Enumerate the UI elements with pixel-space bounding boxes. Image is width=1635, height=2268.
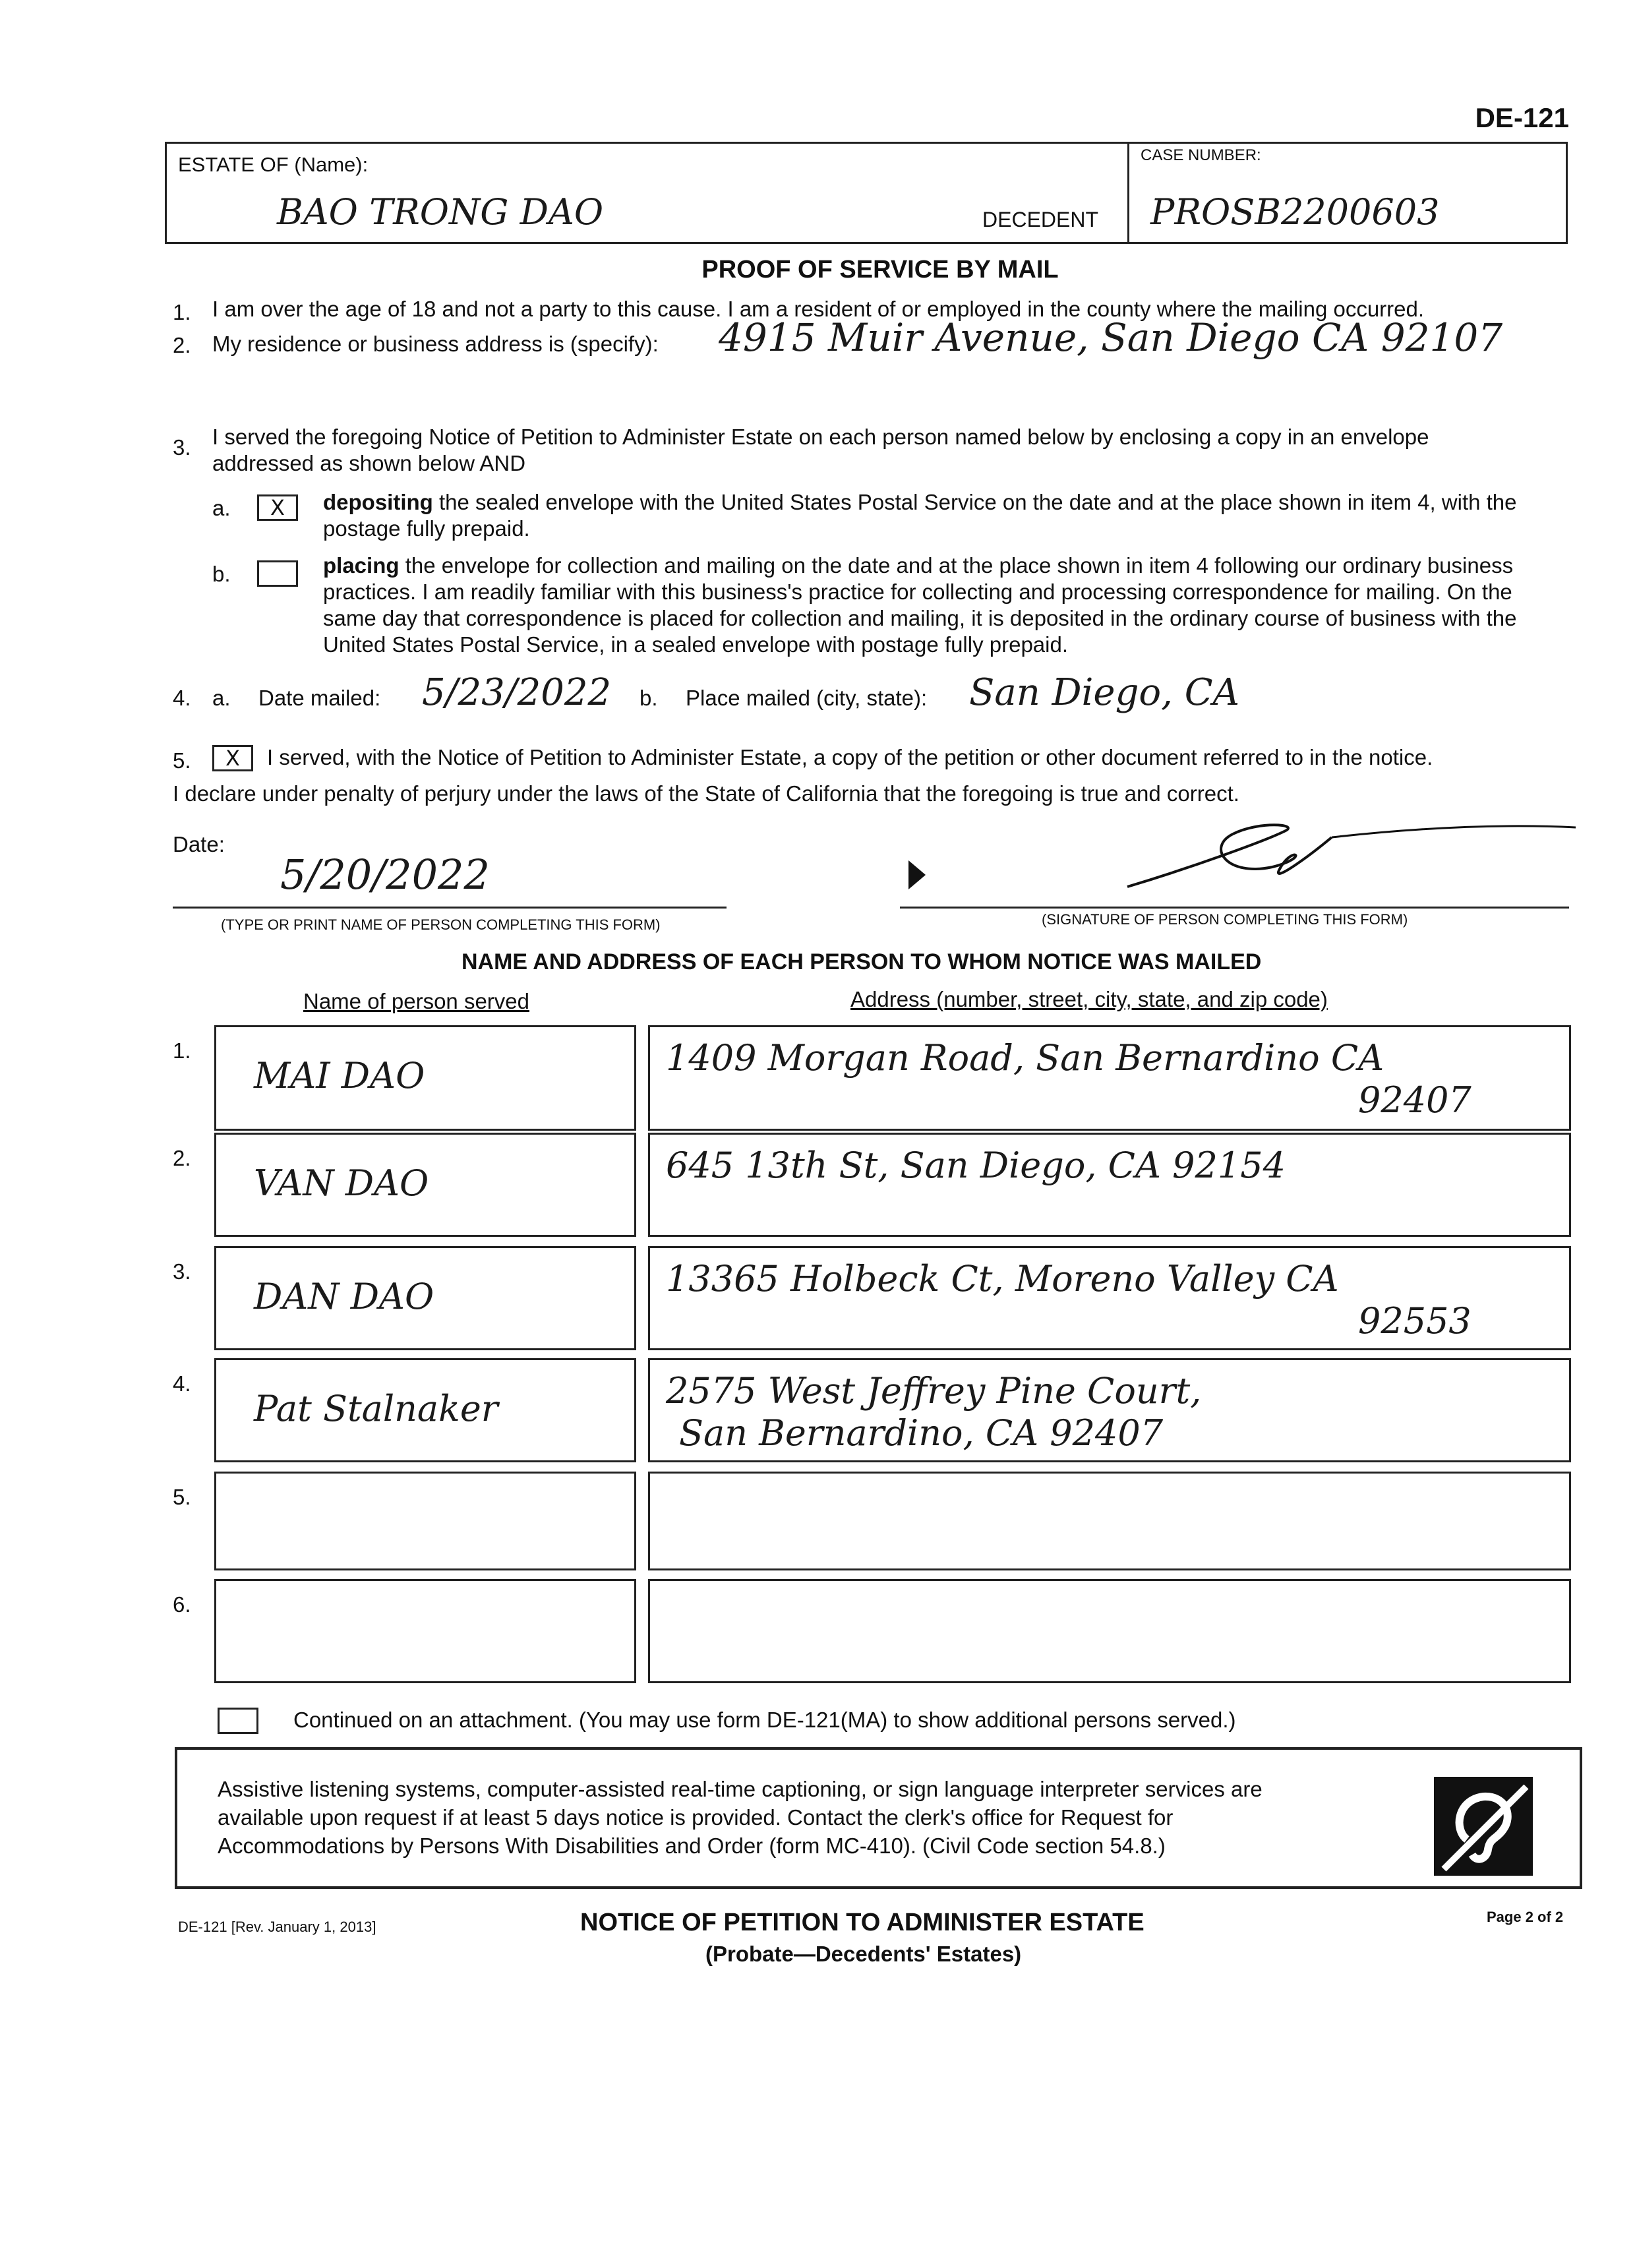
table-row-number: 4. [173,1371,191,1396]
type-name-caption: (TYPE OR PRINT NAME OF PERSON COMPLETING THIS FORM) [221,916,661,933]
item3a-body: the sealed envelope with the United States Postal Service on the date and at the place shown in item 4, with the postage fully prepaid. [323,490,1517,541]
item3a-bold: depositing [323,490,433,514]
item4a-date[interactable]: 5/23/2022 [422,671,612,714]
served-address-line-1: 2575 West Jeffrey Pine Court, [666,1370,1202,1412]
signature-mark [1114,804,1589,897]
item3a-checkbox[interactable]: X [257,494,298,521]
item5-checkbox[interactable]: X [212,745,253,771]
name-line [173,907,727,909]
page-title: PROOF OF SERVICE BY MAIL [701,256,1059,284]
name-cell[interactable] [214,1472,636,1570]
served-address-line-2: San Bernardino, CA 92407 [679,1412,1164,1454]
footer-title: NOTICE OF PETITION TO ADMINISTER ESTATE [580,1909,1144,1936]
item3b-bold: placing [323,553,400,578]
item5-number: 5. [173,748,191,773]
served-name: DAN DAO [254,1276,434,1317]
case-number-label: CASE NUMBER: [1141,146,1261,164]
served-address-line-2: 92407 [1358,1079,1472,1121]
item3b-text [323,552,1562,658]
item1-number: 1. [173,300,191,324]
footer-subtitle: (Probate—Decedents' Estates) [705,1942,1022,1966]
arrow-icon [908,860,926,889]
item3a-letter: a. [212,496,231,520]
item3-number: 3. [173,435,191,460]
item4b-place[interactable]: San Diego, CA [969,671,1240,714]
case-number[interactable]: PROSB2200603 [1150,191,1440,233]
item2-label: My residence or business address is (specify): [212,332,659,356]
form-code: DE-121 [1475,102,1569,133]
table-row-number: 1. [173,1038,191,1063]
item4a-label: Date mailed: [258,686,381,710]
assistive-line-1: Assistive listening systems, computer-assisted real-time captioning, or sign language interpreter services are [218,1777,1263,1801]
item4b-label: Place mailed (city, state): [686,686,928,710]
date-value[interactable]: 5/20/2022 [280,850,490,899]
served-name: MAI DAO [254,1055,425,1096]
col-name-header: Name of person served [303,989,530,1013]
item4a-letter: a. [212,686,231,710]
footer-rev: DE-121 [Rev. January 1, 2013] [178,1919,376,1935]
table-row-number: 2. [173,1146,191,1170]
signature-caption: (SIGNATURE OF PERSON COMPLETING THIS FORM) [1042,911,1408,928]
hearing-assistance-icon [1434,1777,1533,1876]
footer-page: Page 2 of 2 [1487,1909,1564,1925]
item2-number: 2. [173,333,191,357]
item4-number: 4. [173,686,191,710]
served-address-line-1: 13365 Holbeck Ct, Moreno Valley CA [666,1258,1339,1299]
continued-checkbox[interactable] [218,1708,258,1734]
estate-label: ESTATE OF (Name): [178,153,369,176]
item3-text: I served the foregoing Notice of Petition to Administer Estate on each person named below by enclosing a copy in an envelope addressed as shown below AND [212,425,1429,475]
table-row-number: 3. [173,1259,191,1284]
col-address-header: Address (number, street, city, state, and zip code) [850,987,1328,1011]
served-address-line-1: 645 13th St, San Diego, CA 92154 [666,1145,1286,1186]
address-cell[interactable] [648,1579,1571,1683]
assistive-line-2: available upon request if at least 5 days notice is provided. Contact the clerk's office for Request for [218,1805,1174,1830]
name-cell[interactable] [214,1579,636,1683]
item3b-letter: b. [212,562,231,586]
served-name: Pat Stalnaker [254,1388,498,1429]
table-row-number: 6. [173,1592,191,1617]
estate-name[interactable]: BAO TRONG DAO [277,191,604,233]
served-name: VAN DAO [254,1162,429,1204]
declaration-text: I declare under penalty of perjury under the laws of the State of California that the foregoing is true and correct. [173,781,1239,806]
item3a-text [323,489,1562,542]
decedent-label: DECEDENT [982,208,1099,231]
item3b-checkbox[interactable] [257,560,298,587]
assistive-line-3: Accommodations by Persons With Disabilities and Order (form MC-410). (Civil Code section 54.8.) [218,1834,1166,1858]
header-divider [1127,142,1129,244]
item5-text: I served, with the Notice of Petition to Administer Estate, a copy of the petition or other document referred to in the notice. [267,745,1433,769]
date-label: Date: [173,832,225,856]
served-address-line-2: 92553 [1358,1300,1472,1342]
served-address-line-1: 1409 Morgan Road, San Bernardino CA [666,1037,1384,1079]
signature-line [900,907,1569,909]
item4b-letter: b. [639,686,658,710]
item1-text: I am over the age of 18 and not a party to this cause. I am a resident of or employed in the county where the mailing occurred. [212,297,1425,321]
address-cell[interactable] [648,1472,1571,1570]
served-heading: NAME AND ADDRESS OF EACH PERSON TO WHOM NOTICE WAS MAILED [461,949,1262,974]
item2-address[interactable]: 4915 Muir Avenue, San Diego CA 92107 [719,315,1503,360]
continued-text: Continued on an attachment. (You may use form DE-121(MA) to show additional persons served.) [293,1708,1236,1732]
table-row-number: 5. [173,1485,191,1509]
item3b-body: the envelope for collection and mailing on the date and at the place shown in item 4 following our ordinary business practices. I am readily familiar with this business's practice for collecting and processing correspondence for mailing. On the same day that correspondence is placed for collection and mailing, it is deposited in the ordinary course of business with the United States Postal Service, in a sealed envelope with postage fully prepaid. [323,553,1517,657]
